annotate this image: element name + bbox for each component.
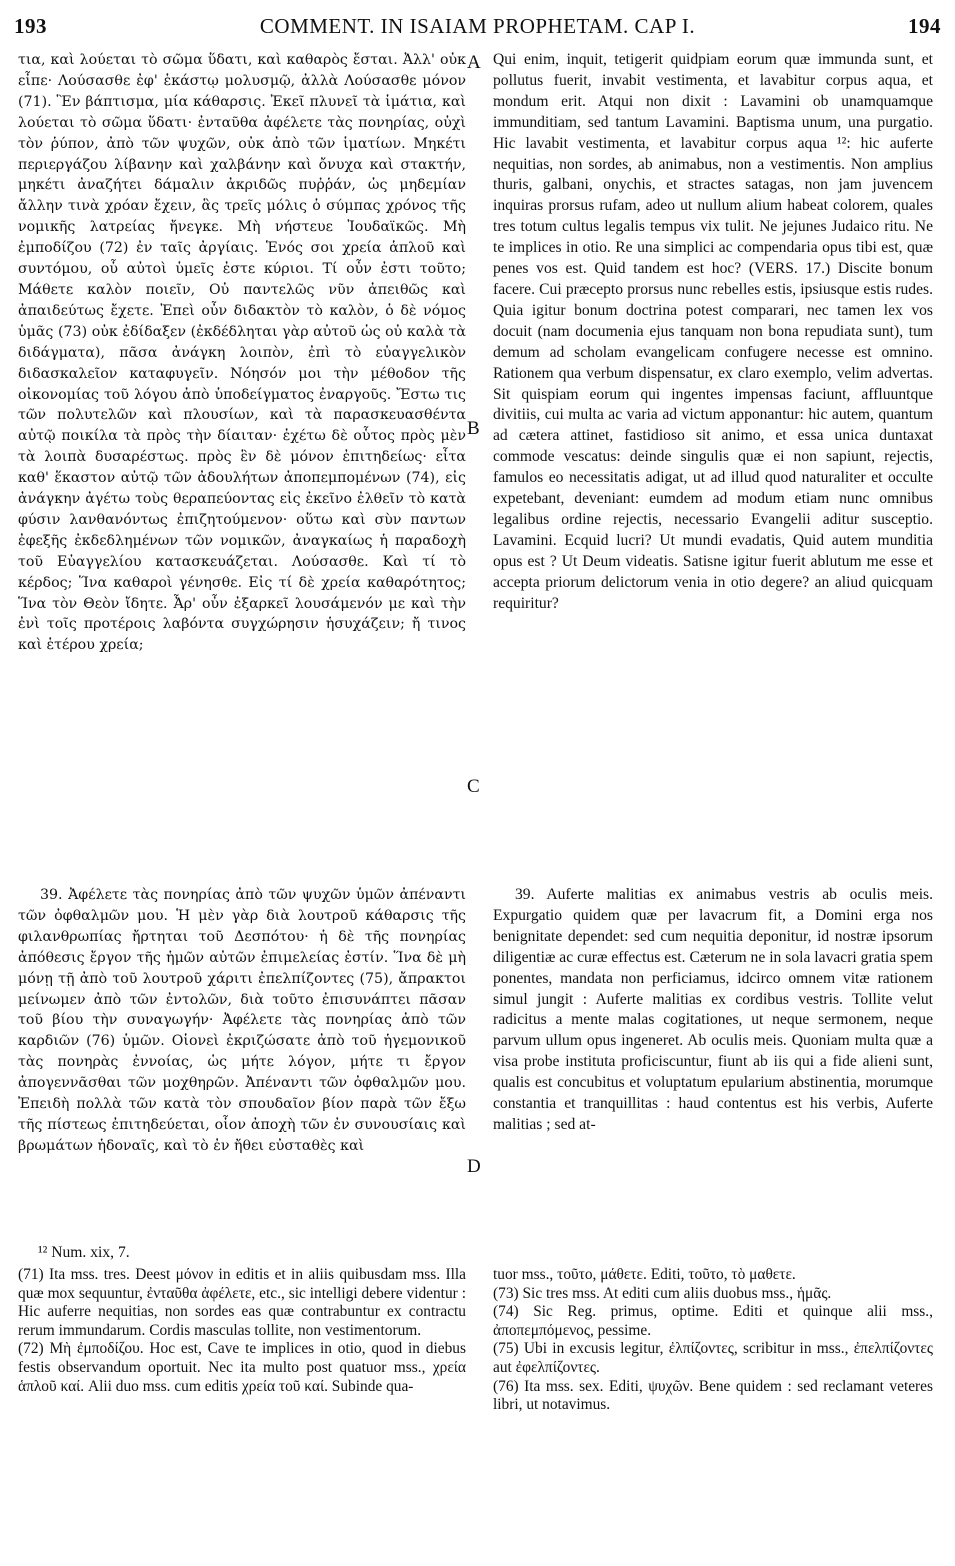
footnote: (71) Ita mss. tres. Deest μόνον in editis et in aliis quibusdam mss. Illa quæ mox sequuntur, ἐνταῦθα ἀφέλετε, etc., sic intelligi debere videntur : Hic auferre nequitias, non sordes eas quæ contrabuntur ex contractu rerum immundarum. Cordis masculas tollite, non vestimentorum. [18,1266,466,1339]
page-header [14,10,941,44]
greek-column-section-2 [18,885,466,1247]
margin-marker-a: A [467,52,481,73]
footnote: tuor mss., τοῦτο, μάθετε. Editi, τοῦτο, τὸ μαθετε. [493,1266,796,1283]
scripture-reference: ¹² Num. xix, 7. [38,1244,130,1261]
footnote: (72) Μὴ ἐμποδίζου. Hoc est, Cave te implices in otio, quod in diebus festis observandum oportuit. Nec ita multo post quatuor mss., χρεία ἁπλοῦ καί. Alii duo mss. cum editis χρεία τοῦ καί. Subinde qua- [18,1340,466,1395]
page-number-left: 193 [14,14,47,38]
margin-marker-d: D [467,1156,481,1177]
latin-paragraph-1: Qui enim, inquit, tetigerit quidpiam eorum quæ immunda sunt, et pollutus fuerit, invabit vestimenta, et lavabitur corpus aqua, et mondum erit. Atqui non dixit : Lavamini ob unamquamque immunditiam, sed tantum Lavamini. Baptisma unum, una purgatio. Hic lavabit vestimenta, et lavabitur corpus aqua ¹²: hic auferte nequitias, non sordes, ab animabus, non a vestimentis. Non amplius thuris, galbani, onychis, et stractes satagas, non jam juvencem inquiras prorsus rufam, adeo ut nullum alium habeat colorem, quales tres totum cultus legalis tempus vix tulit. Ne jejunes Judaico ritu. Ne te implices in otio. Re una simplici ac compendaria opus tibi est, quæ penes vos est. Quid tandem est hoc? (VERS. 17.) Discite bonum facere. Cui præcepto prorsus nunc rebelles estis, ipsiusque estis rudes. Quia igitur bonum doctrina potest comparari, nec tamen lex vos docuit (nam documenia ejus tanquam non bona repudiata sunt), tum demum ad scholam evangelicam confugere necesse est omnino. Rationem qua verbum dispensatur, ex claro exemplo, velim advertas. Sit quispiam eorum qui ingentes impensas faciunt, affluuntque divitiis, cui multa ac varia ad victum apponantur: hic autem, quantum ad cætera attinet, fastidioso sit animo, et essa unica duntaxat commode vescatus: deinde singulis quæ ei non sapiunt, rejectis, famulos eo necessitatis adigat, ut ad illud quod naturaliter et occulte expetebant, deveniant: eumdem ad modum etiam nunc omnibus legalibus ordine rejectis, necessario Evangelii aditur susceptio. Lavamini. Ecquid lucri? Ut mundi evadatis, Quid autem munditia opus est ? Ut Deum videatis. Satisne igitur fuerit ablutum me esse et accepta priorum delictorum venia in otio degere? an aliud quicquam requiritur? [493,51,933,612]
footnotes-right [493,1266,933,1415]
greek-paragraph-2: 39. Ἀφέλετε τὰς πονηρίας ἀπὸ τῶν ψυχῶν ὑμῶν ἀπέναντι τῶν ὀφθαλμῶν μου. Ἡ μὲν γὰρ διὰ λουτροῦ κάθαρσις τῆς φιλανθρωπίας ἤρτηται τοῦ Δεσπότου· ἡ δὲ τῆς πονηρίας ἀπόθεσις ἔργον τῆς ἡμῶν αὐτῶν ἐπιμελείας ἐστίν. Ἵνα δὲ μὴ μόνῃ τῇ ἀπὸ τοῦ λουτροῦ χάριτι ἐπελπίζοντες (75), ἄπρακτοι μείνωμεν ἀπὸ τῶν ἐντολῶν, διὰ τοῦτο ἐπισυνάπτει πᾶσαν τοῦ βίου τὴν συναγωγήν· Ἀφέλετε τὰς πονηρίας ἀπὸ τῶν καρδιῶν (76) ὑμῶν. Οἱονεὶ ἐκριζώσατε ἀπὸ τοῦ ἡγεμονικοῦ τὰς πονηρὰς ἐννοίας, ὡς μήτε λόγον, μήτε τι ἔργον ἀπογεννᾶσθαι τῶν μοχθηρῶν. Ἀπέναντι τῶν ὀφθαλμῶν μου. Ἐπειδὴ πολλὰ τῶν κατὰ τὸν σπουδαῖον βίον παρὰ τῶν ἔξω τῆς πίστεως ἐπιτηδεύεται, οἷον ἀποχὴ τῶν ἐν συνουσίαις καὶ βρωμάτων ἡδοναῖς, καὶ τὸ ἐν ἤθει εὐσταθὲς καὶ [18,887,466,1154]
footnote: (75) Ubi in excusis legitur, ἐλπίζοντες, scribitur in mss., ἐπελπίζοντες aut ἐφελπίζοντες. [493,1340,933,1376]
margin-marker-c: C [467,776,480,797]
footnotes-left [18,1266,466,1396]
margin-marker-b: B [467,418,480,439]
latin-paragraph-2: 39. Auferte malitias ex animabus vestris ab oculis meis. Expurgatio quidem quæ per lavacrum fit, a Domini erga nos benignitate dependet: sed cum nequitia deponitur, id nostræ ipsorum diligentiæ ac curæ effectus est. Cæterum ne in sola lavacri gratia spem ponentes, mandata non perficiamus, idcirco omnem vitæ rationem simul jungit : Auferte malitias ex cordibus vestris. Tollite velut radicitus a mente malas cogitationes, ut neque sermonem, neque parvum ullum opus ingeneret. Ab oculis meis. Quoniam multa quæ a visa probe instituta proficiscuntur, fiunt ab iis qui a fide alieni sunt, qualis est concubitus et voluptatum epularium abstinentia, morumque constantia et tranquillitas : haud contentus est his verbis, Auferte malitias ; sed at- [493,886,933,1133]
latin-column-section-2 [493,885,933,1247]
footnote: (76) Ita mss. sex. Editi, ψυχῶν. Bene quidem : sed reclamant veteres libri, ut notavimus. [493,1377,933,1414]
footnote: (74) Sic Reg. primus, optime. Editi et quinque alii mss., ἀποπεμπόμενος, pessime. [493,1303,933,1339]
page-number-right: 194 [908,14,941,38]
running-title: COMMENT. IN ISAIAM PROPHETAM. CAP I. [259,14,696,38]
greek-column-section-1 [18,50,466,825]
footnote: (73) Sic tres mss. At editi cum aliis duobus mss., ἡμᾶς. [493,1284,832,1302]
greek-paragraph-1: τια, καὶ λούεται τὸ σῶμα ὕδατι, καὶ καθαρὸς ἔσται. Ἀλλ' οὐκ εἶπε· Λούσασθε ἐφ' ἑκάστῳ μολυσμῷ, ἀλλὰ Λούσασθε μόνον (71). Ἓν βάπτισμα, μία κάθαρσις. Ἐκεῖ πλυνεῖ τὰ ἱμάτια, καὶ λούεται τὸ σῶμα ὕδατι· ἐνταῦθα ἀφέλετε τὰς πονηρίας, οὐχὶ τὸν ῥύπον, ἀπὸ τῶν ψυχῶν, οὐκ ἀπὸ τῶν ἱματίων. Μηκέτι περιεργάζου λίβανην καὶ χαλβάνην καὶ ὄνυχα καὶ στακτήν, μηκέτι ἀναζήτει δάμαλιν ἀκριδῶς πυῤῥάν, ὡς μηδεμίαν ἄλλην τινὰ χρόαν ἔχειν, ἃς τρεῖς μόλις ὁ σύμπας χρόνος τῆς νομικῆς λατρείας ἤνεγκε. Μὴ νήστευε Ἰουδαϊκῶς. Μὴ ἐμποδίζου (72) ἐν ταῖς ἀργίαις. Ἑνός σοι χρεία ἁπλοῦ καὶ συντόμου, οὗ αὐτοὶ ὑμεῖς ἐστε κύριοι. Τί οὖν ἐστι τοῦτο; Μάθετε καλὸν ποιεῖν, Οὐ παντελῶς νῦν ἀπειθῶς καὶ ἀπαιδεύτως ἔχετε. Ἐπεὶ οὖν διδακτὸν τὸ καλὸν, ὁ δὲ νόμος ὑμᾶς (73) οὐκ ἐδίδαξεν (ἐκδέδληται γὰρ αὐτοῦ ὡς οὐ καλὰ τὰ διδάγματα), πᾶσα ἀνάγκη λοιπὸν, ἐπὶ τὸ εὐαγγελικὸν διδασκαλεῖον καταφυγεῖν. Νόησόν μοι τὴν μέθοδον τῆς οἰκονομίας τοῦ λόγου ἀπὸ ὑποδείγματος ἐναργοῦς. Ἔστω τις τῶν πολυτελῶν καὶ πλουσίων, καὶ τὰ παρασκευασθέντα αὐτῷ ποικίλα τὰ πρὸς τὴν δίαιταν· ἐχέτω δὲ οὗτος πρὸς μὲν τὰ λοιπὰ δυσαρέστως. πρὸς ἓν δὲ μόνον ἐπιτηδείως· εἶτα καθ' ἕκαστον αὐτῷ τῶν ἀδουλήτων ἀποπεμπομένων (74), εἰς ἀνάγκην ἀγέτω τοὺς θεραπεύοντας εἰς ἐκεῖνο ἐλθεῖν τὸ κατὰ φύσιν λανθανόντως ἐπιζητούμενον· οὕτω καὶ σὺν παντων ἐφεξῆς ἐκδεδλημένων τῶν νομικῶν, ἀναγκαίως ἡ παραδοχὴ τοῦ Εὐαγγελίου κατασκευάζεται. Λούσασθε. Καὶ τί τὸ κέρδος; Ἵνα καθαροὶ γένησθε. Εἰς τί δὲ χρεία καθαρότητος; Ἵνα τὸν Θεὸν ἴδητε. Ἆρ' οὖν ἐξαρκεῖ λουσάμενόν με καὶ τὴν ἐνὶ τοῖς προτέροις λαβόντα συγχώρησιν ἡσυχάζειν; ἤ τινος καὶ ἑτέρου χρεία; [18,52,466,654]
latin-column-section-1 [493,50,933,884]
